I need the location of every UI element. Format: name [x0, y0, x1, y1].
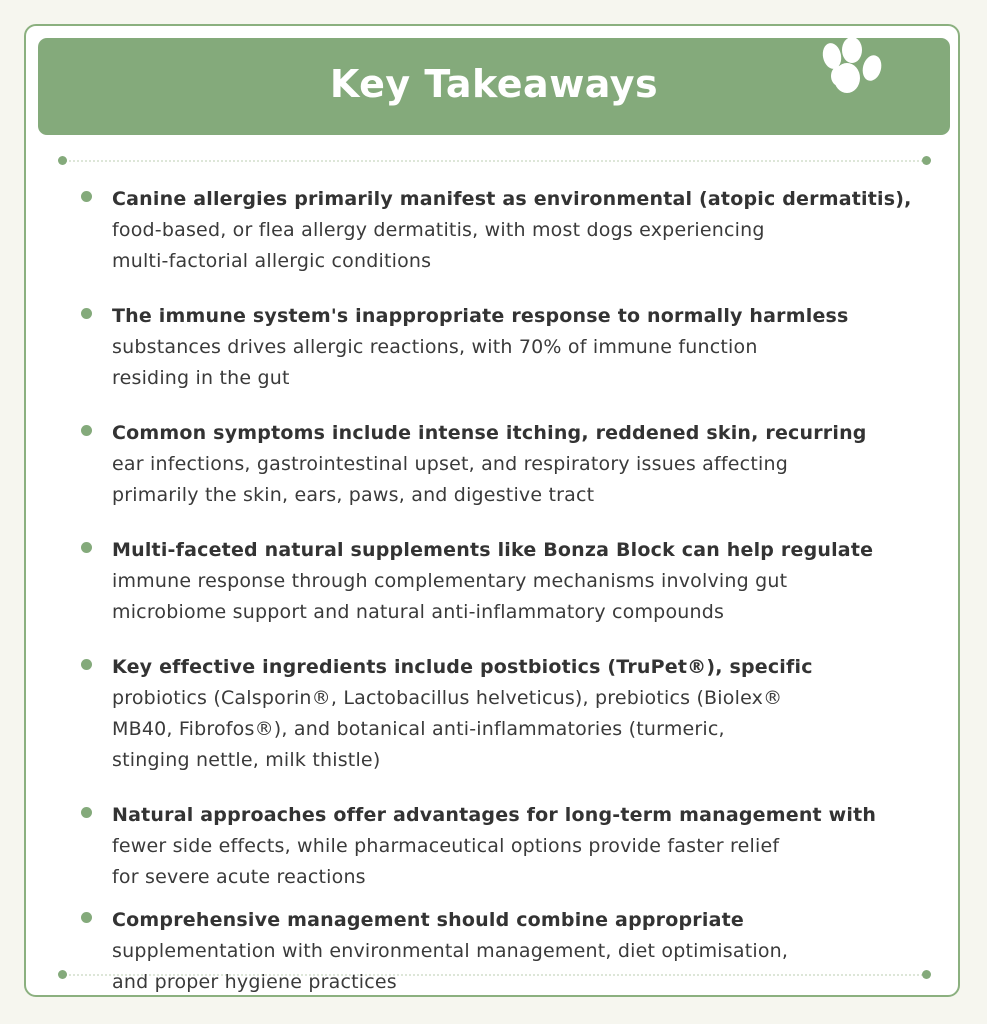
- takeaway-item: [81, 652, 941, 776]
- takeaway-line: substances drives allergic reactions, with 70% of immune function: [112, 336, 758, 358]
- header-banner: [38, 38, 950, 135]
- takeaway-line: supplementation with environmental management, diet optimisation,: [112, 940, 789, 962]
- takeaway-item: [81, 535, 941, 628]
- paw-print-icon: [816, 38, 896, 98]
- takeaway-line: MB40, Fibrofos®), and botanical anti-inflammatories (turmeric,: [112, 718, 725, 740]
- takeaway-heading: The immune system's inappropriate response to normally harmless: [112, 305, 849, 327]
- takeaway-line: food-based, or flea allergy dermatitis, with most dogs experiencing: [112, 219, 765, 241]
- top-divider-right-dot: [922, 156, 931, 165]
- takeaway-heading: Natural approaches offer advantages for long-term management with: [112, 804, 877, 826]
- key-takeaways-card: [24, 24, 960, 997]
- takeaway-line: ear infections, gastrointestinal upset, and respiratory issues affecting: [112, 453, 788, 475]
- takeaway-item: [81, 800, 941, 893]
- takeaway-line: fewer side effects, while pharmaceutical options provide faster relief: [112, 835, 780, 857]
- takeaway-item: [81, 184, 941, 277]
- top-divider-left-dot: [58, 156, 67, 165]
- bottom-divider-left-dot: [58, 970, 67, 979]
- takeaway-line: for severe acute reactions: [112, 866, 366, 888]
- takeaway-heading: Key effective ingredients include postbiotics (TruPet®), specific: [112, 656, 813, 678]
- page-title: Key Takeaways: [329, 62, 659, 106]
- takeaway-heading: Canine allergies primarily manifest as environmental (atopic dermatitis),: [112, 188, 912, 210]
- takeaway-line: multi-factorial allergic conditions: [112, 250, 432, 272]
- bullet-icon: [81, 659, 92, 670]
- bullet-icon: [81, 425, 92, 436]
- takeaway-line: primarily the skin, ears, paws, and digestive tract: [112, 484, 595, 506]
- takeaway-line: stinging nettle, milk thistle): [112, 749, 381, 771]
- takeaway-item: [81, 418, 941, 511]
- bullet-icon: [81, 912, 92, 923]
- bullet-icon: [81, 191, 92, 202]
- bullet-icon: [81, 542, 92, 553]
- bullet-icon: [81, 807, 92, 818]
- takeaway-item: [81, 905, 941, 998]
- takeaway-heading: Common symptoms include intense itching, reddened skin, recurring: [112, 422, 867, 444]
- takeaway-line: residing in the gut: [112, 367, 290, 389]
- takeaway-line: microbiome support and natural anti-inflammatory compounds: [112, 601, 725, 623]
- bullet-icon: [81, 308, 92, 319]
- takeaway-line: and proper hygiene practices: [112, 971, 397, 993]
- takeaway-line: probiotics (Calsporin®, Lactobacillus helveticus), prebiotics (Biolex®: [112, 687, 783, 709]
- top-divider: [62, 160, 926, 162]
- takeaway-line: immune response through complementary mechanisms involving gut: [112, 570, 788, 592]
- takeaway-item: [81, 301, 941, 394]
- takeaway-heading: Comprehensive management should combine appropriate: [112, 909, 744, 931]
- takeaway-heading: Multi-faceted natural supplements like Bonza Block can help regulate: [112, 539, 874, 561]
